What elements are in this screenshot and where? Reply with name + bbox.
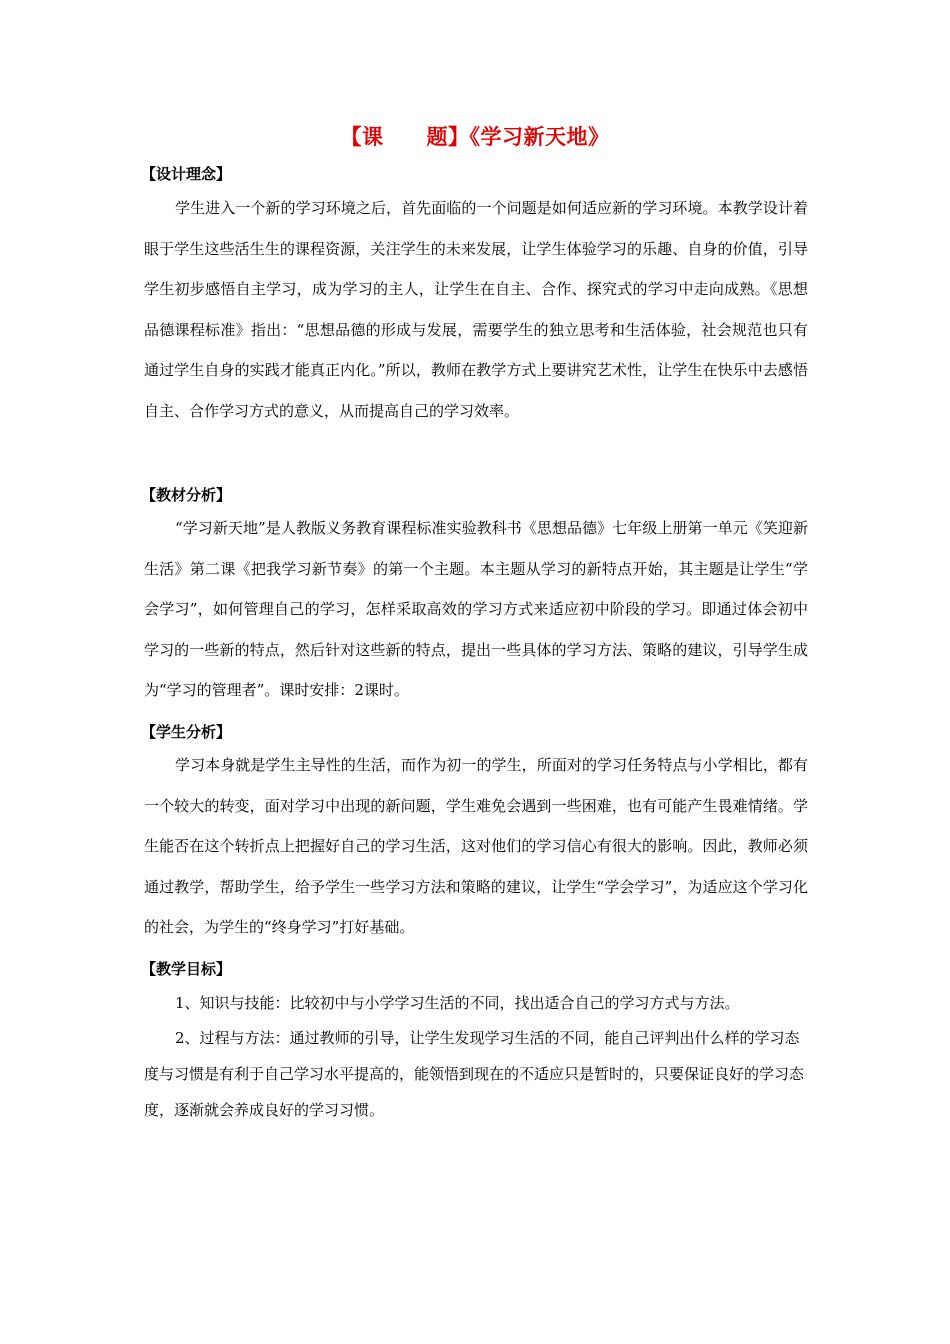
section-paragraph-textbook-analysis: “学习新天地”是人教版义务教育课程标准实验教科书《思想品德》七年级上册第一单元《笑迎新生活》第二课《把我学习新节奏》的第一个主题。本主题从学习的新特点开始，其主题是让学生“学会学习”，如何管理自己的学习，怎样采取高效的学习方式来适应初中阶段的学习。即通过体会初中学习的一些新的特点，然后针对这些新的特点，提出一些具体的学习方法、策略的建议，引导学生成为“学习的管理者”。课时安排：2课时。: [144, 519, 808, 699]
objective-item-knowledge-skills: 1、知识与技能：比较初中与小学学习生活的不同，找出适合自己的学习方式与方法。: [175, 994, 740, 1012]
document-title: 【课 题】《学习新天地》: [340, 125, 610, 149]
section-heading-student-analysis: 【学生分析】: [141, 723, 232, 741]
objective-item-process-methods: 2、过程与方法：通过教师的引导，让学生发现学习生活的不同，能自己评判出什么样的学习态度与习惯是有利于自己学习水平提高的，能领悟到现在的不适应只是暂时的，只要保证良好的学习态度，逐渐就会养成良好的学习习惯。: [144, 1029, 805, 1119]
section-heading-design-concept: 【设计理念】: [141, 165, 232, 183]
section-heading-teaching-objectives: 【教学目标】: [141, 960, 232, 978]
section-paragraph-design-concept: 学生进入一个新的学习环境之后，首先面临的一个问题是如何适应新的学习环境。本教学设计着眼于学生这些活生生的课程资源，关注学生的未来发展，让学生体验学习的乐趣、自身的价值，引导学生初步感悟自主学习，成为学习的主人，让学生在自主、合作、探究式的学习中走向成熟。《思想品德课程标准》指出：“思想品德的形成与发展，需要学生的独立思考和生活体验，社会规范也只有通过学生自身的实践才能真正内化。”所以，教师在教学方式上要讲究艺术性，让学生在快乐中去感悟自主、合作学习方式的意义，从而提高自己的学习效率。: [144, 199, 808, 420]
section-heading-textbook-analysis: 【教材分析】: [141, 486, 232, 504]
section-paragraph-student-analysis: 学习本身就是学生主导性的生活，而作为初一的学生，所面对的学习任务特点与小学相比，都有一个较大的转变，面对学习中出现的新问题，学生难免会遇到一些困难，也有可能产生畏难情绪。学生能否在这个转折点上把握好自己的学习生活，这对他们的学习信心有很大的影响。因此，教师必须通过教学，帮助学生，给予学生一些学习方法和策略的建议，让学生“学会学习”，为适应这个学习化的社会，为学生的“终身学习”打好基础。: [144, 756, 808, 936]
